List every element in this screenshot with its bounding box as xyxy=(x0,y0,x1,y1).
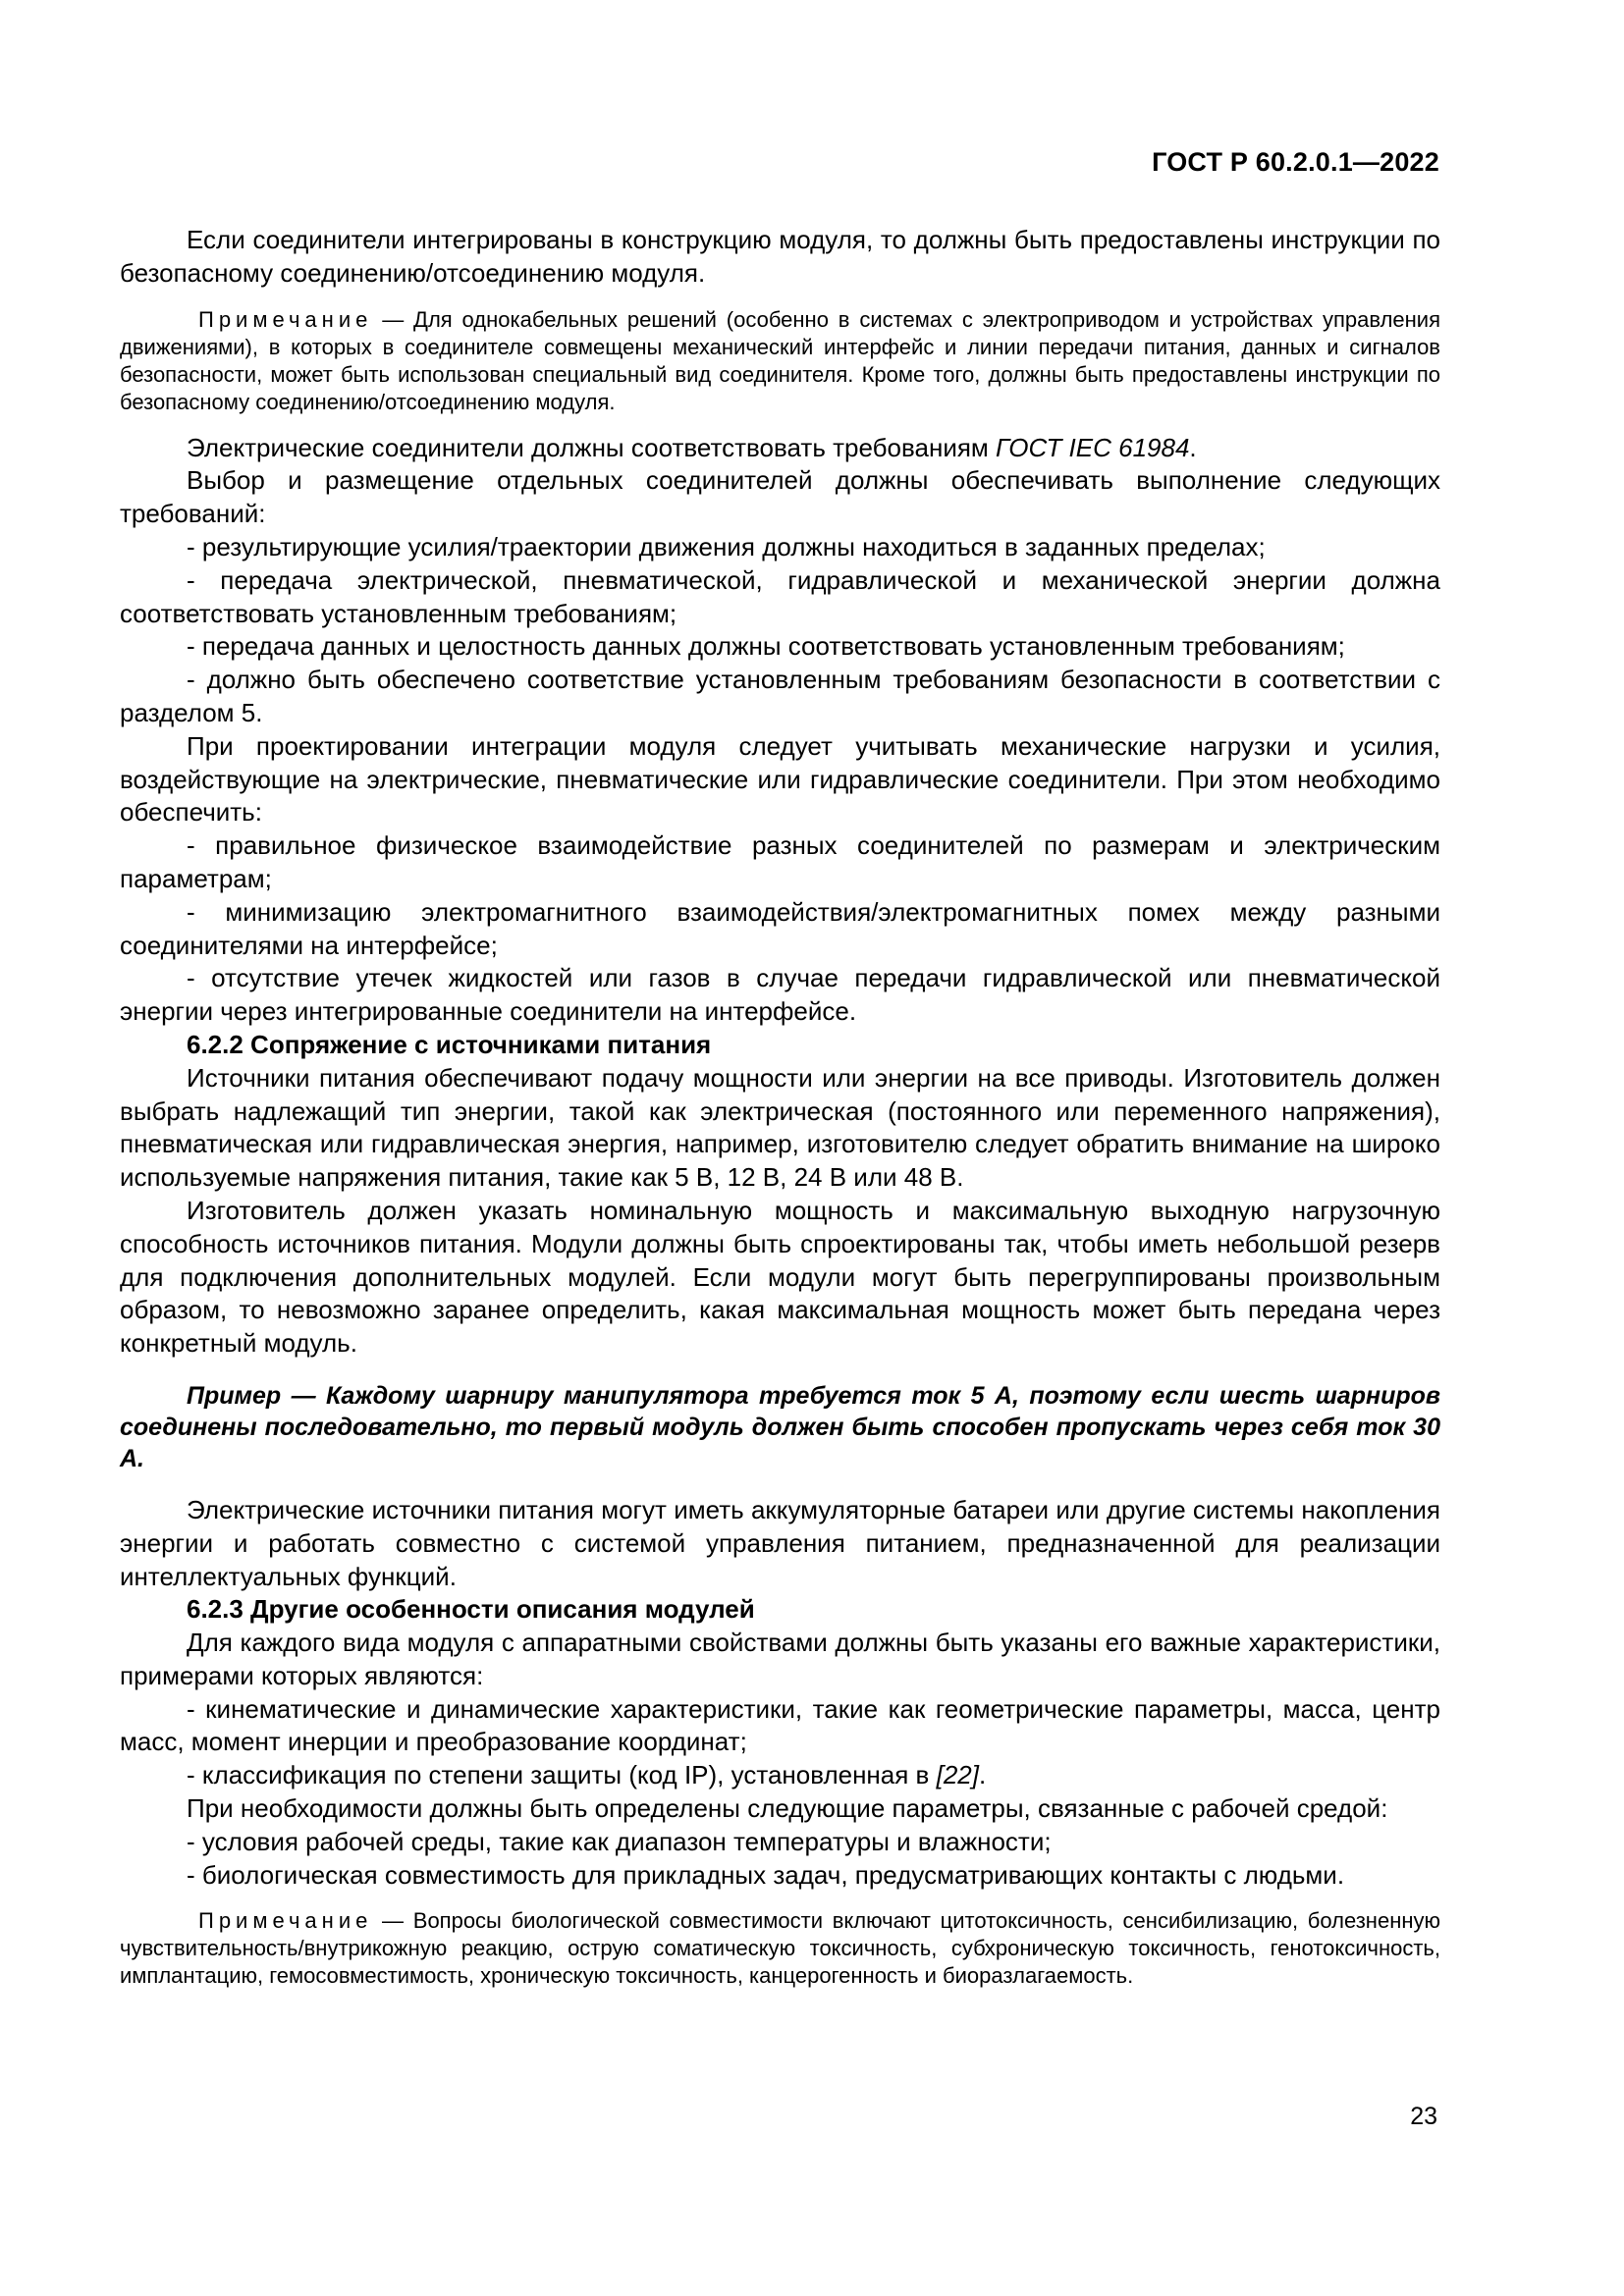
list-item: - результирующие усилия/траектории движения должны находиться в заданных пределах; xyxy=(187,531,1266,561)
paragraph: При проектировании интеграции модуля следует учитывать механические нагрузки и усилия, воздействующие на электрические, пневматические или гидравлические соединители. При этом необходимо обеспечить: xyxy=(120,730,1440,828)
section-heading: 6.2.2 Сопряжение с источниками питания xyxy=(187,1029,712,1059)
document-body xyxy=(120,224,1440,1990)
note xyxy=(120,306,1440,416)
list-item: - передача электрической, пневматической, гидравлической и механической энергии должна соответствовать установленным требованиям; xyxy=(120,564,1440,628)
paragraph: Выбор и размещение отдельных соединителей должны обеспечивать выполнение следующих требований: xyxy=(120,465,1440,529)
note-label: Примечание xyxy=(198,306,373,332)
example: Пример — Каждому шарниру манипулятора требуется ток 5 А, поэтому если шесть шарниров соединены последовательно, то первый модуль должен быть способен пропускать через себя ток 30 А. xyxy=(120,1381,1440,1472)
list-item-end: . xyxy=(978,1760,987,1790)
paragraph: Для каждого вида модуля с аппаратными свойствами должны быть указаны его важные характеристики, примерами которых являются: xyxy=(120,1628,1440,1690)
paragraph: Электрические источники питания могут иметь аккумуляторные батареи или другие системы накопления энергии и работать совместно с системой управления питанием, предназначенной для реализации интеллектуальных функций. xyxy=(120,1494,1440,1591)
paragraph: Если соединители интегрированы в конструкцию модуля, то должны быть предоставлены инструкции по безопасному соединению/отсоединению модуля. xyxy=(120,225,1440,288)
section-heading: 6.2.3 Другие особенности описания модулей xyxy=(187,1594,755,1625)
list-item: - биологическая совместимость для прикладных задач, предусматривающих контакты с людьми. xyxy=(187,1859,1345,1890)
paragraph-text: Электрические соединители должны соответствовать требованиям xyxy=(187,432,997,462)
page-number: 23 xyxy=(1410,2103,1437,2130)
list-item: - должно быть обеспечено соответствие установленным требованиям безопасности в соответствии с разделом 5. xyxy=(120,665,1440,727)
note-label: Примечание xyxy=(198,1908,373,1934)
note-text: — Вопросы биологической совместимости включают цитотоксичность, сенсибилизацию, болезненную чувствительность/внутрикожную реакцию, острую соматическую токсичность, субхроническую токсичность, генотоксичность, имплантацию, гемосовместимость, хроническую токсичность, канцерогенность и биоразлагаемость. xyxy=(120,1908,1440,1989)
list-item-text: - классификация по степени защиты (код IP), установленная в xyxy=(187,1760,937,1790)
list-item: - отсутствие утечек жидкостей или газов в случае передачи гидравлической или пневматической энергии через интегрированные соединители на интерфейсе. xyxy=(120,963,1440,1027)
list-item: - минимизацию электромагнитного взаимодействия/электромагнитных помех между разными соединителями на интерфейсе; xyxy=(120,896,1440,960)
document-code-header: ГОСТ Р 60.2.0.1—2022 xyxy=(1152,147,1439,177)
list-item: - передача данных и целостность данных должны соответствовать установленным требованиям; xyxy=(187,631,1345,662)
note-text: — Для однокабельных решений (особенно в системах с электроприводом и устройствах управления движениями), в которых в соединителе совмещены механический интерфейс и линии передачи питания, данных и сигналов безопасности, может быть использован специальный вид соединителя. Кроме того, должны быть предоставлены инструкции по безопасному соединению/отсоединению модуля. xyxy=(120,306,1440,414)
paragraph: Изготовитель должен указать номинальную мощность и максимальную выходную нагрузочную способность источников питания. Модули должны быть спроектированы так, чтобы иметь небольшой резерв для подключения дополнительных модулей. Если модули могут быть перегруппированы произвольным образом, то невозможно заранее определить, какая максимальная мощность может быть передана через конкретный модуль. xyxy=(120,1195,1440,1359)
list-item xyxy=(120,1759,1440,1792)
paragraph: При необходимости должны быть определены следующие параметры, связанные с рабочей средой: xyxy=(187,1793,1388,1824)
paragraph-end: . xyxy=(1189,432,1197,462)
note xyxy=(120,1907,1440,1990)
list-item: - условия рабочей среды, такие как диапазон температуры и влажности; xyxy=(187,1826,1052,1856)
paragraph xyxy=(120,432,1440,465)
standard-reference: ГОСТ IEC 61984 xyxy=(996,432,1190,462)
paragraph: Источники питания обеспечивают подачу мощности или энергии на все приводы. Изготовитель должен выбрать надлежащий тип энергии, такой как электрическая (постоянного или переменного напряжения), пневматическая или гидравлическая энергия, например, изготовителю следует обратить внимание на широко используемые напряжения питания, такие как 5 В, 12 В, 24 В или 48 В. xyxy=(120,1062,1440,1193)
list-item: - правильное физическое взаимодействие разных соединителей по размерам и электрическим параметрам; xyxy=(120,830,1440,893)
list-item: - кинематические и динамические характеристики, такие как геометрические параметры, масса, центр масс, момент инерции и преобразование координат; xyxy=(120,1693,1440,1757)
bibliography-reference: [22] xyxy=(936,1760,979,1790)
